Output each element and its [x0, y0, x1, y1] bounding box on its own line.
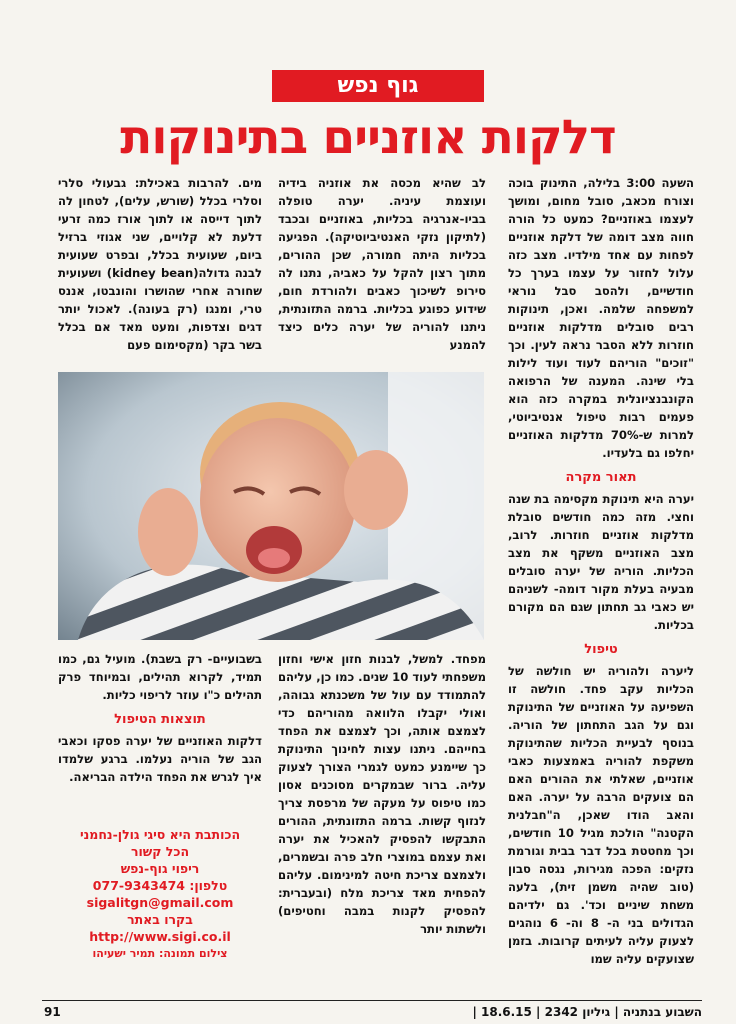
- author-credits: [58, 826, 262, 994]
- baby-illustration-icon: [58, 372, 484, 640]
- left-top-text: מים. להרבות באכילת: גבעולי סלרי וסלרי בכלל (שורש, עלים), לטחון לה לתוך דייסה או לתוך אורז כמה זרעי דלעת לא קלויים, שני אגוזי ברזיל ביום, שעועית בכלל, ובפרט שעועית לבנה גדולה(kidney bean) ושעועית שחורה אחרי שהושרו והונבטו, אננס טרי, ומנגו (רק בעונה). לאכול יותר דגים וצדפות, ומעט מאד אם בכלל בשר בקר (מקסימום פעם: [58, 176, 262, 352]
- field-line: ריפוי גוף-נפש: [120, 861, 200, 876]
- column-right: [508, 174, 694, 992]
- column-middle-top: [278, 174, 486, 366]
- author-line: הכותבת היא סיגי גולן-נחמני: [79, 827, 241, 842]
- treatment-text: ליערה ולהוריה יש חולשה של הכליות עקב פחד. חולשה זו השפיעה על האוזניים של התינוקת וגם על הגב התחתון של הוריה. בנוסף לבעיית הכליות שהתינוקת משקפת להוריה באמצעות כאבי אוזניים, שאלתי את ההורים האם הם צועקים הרבה על יערה. האם והאב הודו שאכן, ה"חבלנית הקטנה" הולכת מגיל 10 חודשים, וכך מחטטת בכל דבר בבית וגורמת נזקים: הפכה מגירות, נגסה סבון (טוב שהיה משמן זית), בלעה משחת שיניים וכד'. גם ילדיהם הגדולים בני ה- 8 וה- 6 נוהגים לצעוק עליה לעיתים קרובות. בזמן שצועקים עליה שמו: [508, 664, 694, 966]
- visit-line: בקרו באתר: [127, 912, 193, 927]
- footer: [44, 1003, 702, 1021]
- subheading-results: תוצאות הטיפול: [114, 712, 206, 727]
- headline: דלקות אוזניים בתינוקות: [120, 110, 616, 165]
- footer-text: השבוע בנתניה | גיליון 2342 | 18.6.15 |: [472, 1005, 702, 1019]
- phone-label: טלפון:: [189, 878, 228, 893]
- contact-line: הכל קשור: [130, 844, 190, 859]
- subheading-treatment: טיפול: [584, 642, 618, 657]
- case-text: יערה היא תינוקת מקסימה בת שנה וחצי. מזה כמה חודשים סובלת מדלקות אוזניים חוזרות. לרוב, מצב האוזניים משקף את מצב הכליות. הוריה של יערה סובלים מבעיה בעלת מקור דומה- לשניהם יש כאבי גב תחתון שגם הם מקורם בכליות.: [508, 492, 694, 632]
- left-bottom-text: בשבועיים- רק בשבת). מועיל גם, כמו תמיד, לקרוא תהילים, ובמיוחד פרק תהילים כ"ו עוזר לריפוי כליות.: [58, 652, 262, 702]
- footer-divider: [42, 1000, 702, 1001]
- middle-top-text: לב שהיא מכסה את אוזניה בידיה ועוצמת עיניה. יערה טופלה בביו-אנרגיה בכליות, באוזניים ובכבד (לתיקון נזקי האנטיביוטיקה). הפגיעה בכליות היתה חמורה, שכן ההורים, מתוך רצון להקל על כאביה, נתנו לה סירופ לשיכוך כאבים ולהורדת חום, שידוע כפוגע בכליות. ברמה התזונתית, ניתנו להוריה של יערה כלים כיצד להמנע: [278, 176, 486, 352]
- column-left-top: [58, 174, 262, 366]
- page-number: 91: [44, 1005, 61, 1019]
- website-link[interactable]: http://www.sigi.co.il: [89, 929, 231, 944]
- phone-number[interactable]: 077-9343474: [92, 878, 185, 893]
- section-tag: גוף נפש: [272, 70, 484, 102]
- photo-credit: צילום תמונה: תמיר ישעיהו: [92, 947, 228, 960]
- crying-baby-photo: [58, 372, 484, 640]
- results-text: דלקות האוזניים של יערה פסקו וכאבי הגב של הוריה נעלמו. ברגע שלמדו איך לגרש את הפחד הילדה הבריאה.: [58, 734, 262, 784]
- middle-bottom-text: מפחד. למשל, לבנות חזון אישי וחזון משפחתי לעוד 10 שנים. כמו כן, עליהם להתמודד עם עול של משכנתא גבוהה, ואולי יקבלו הלוואה מהוריהם כדי לצמצם אותה, וכך לצמצם את הפחד בחייהם. ניתנו עצות לחינוך התינוקת כך שיימנע כמעט לגמרי הצורך לצעוק עליה. ברור שבמקרים מסוכנים אסון כמו טיפוס על מעקה של מרפסת צריך לנזוף קשות. ברמה התזונתית, ההורים התבקשו להפסיק להאכיל את יערה ואת עצמם במוצרי חלב פרה ובשמרים, ולצמצם צריכת חיטה למינימום. עליהם להפחית מאד צריכת מלח (ובעברית: להפסיק לקנות במבה וחטיפים) ולשתות יותר: [278, 652, 486, 936]
- column-left-bottom: [58, 650, 262, 812]
- subheading-case: תאור מקרה: [565, 470, 637, 485]
- intro-text: השעה 3:00 בלילה, התינוק בוכה וצורח מכאב, סובל מחום, ומושך לעצמו באוזניים? כמעט כל הורה חווה מצב דומה של דלקת אוזניים לפחות עם אחד מילדיו. מצב כזה עלול לחזור על עצמו בערך כל חודשיים, ולהסב סבל נוראי למשפחה שלמה. ואכן, תינוקות רבים סובלים מדלקות אוזניים חוזרות ללא הסבר נראה לעין. וכך "זוכים" הוריהם לעוד ועוד לילות בלי שינה. המענה של הרפואה הקונבנציונלית במקרה כזה הוא פעמים רבות טיפול אנטיביוטי, למרות ש-70% מדלקות האוזניים יחלפו גם בלעדיו.: [508, 176, 694, 460]
- email-link[interactable]: sigalitgn@gmail.com: [86, 895, 234, 910]
- column-middle-bottom: [278, 650, 486, 992]
- phone-row: [58, 877, 262, 894]
